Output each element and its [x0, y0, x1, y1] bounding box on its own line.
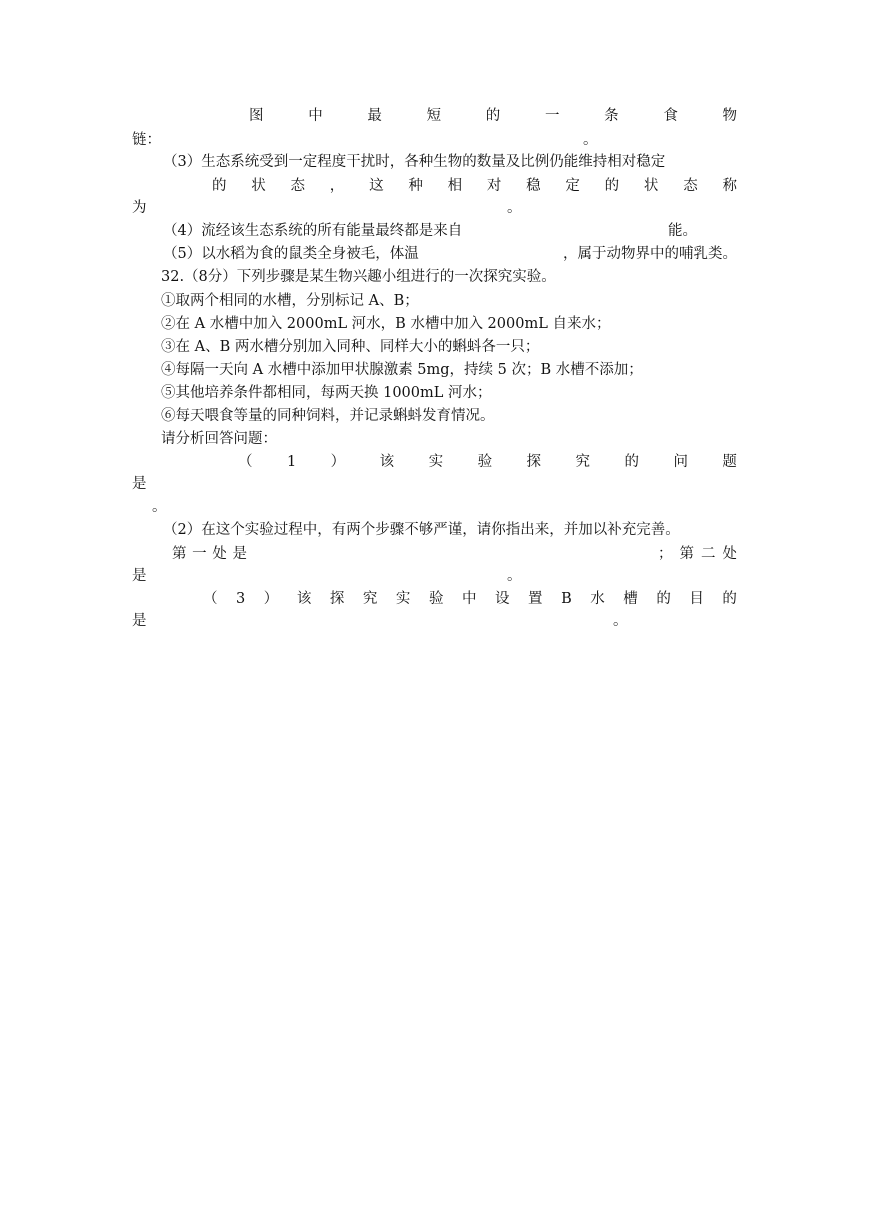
spread-char: 的 — [656, 591, 671, 607]
q4-energy-end: 能。 — [668, 223, 697, 239]
spread-char: 态 — [683, 178, 698, 194]
q32-prompt: 请分析回答问题： — [161, 431, 277, 447]
spread-char: 一 — [544, 108, 560, 124]
spread-char: 二 — [701, 546, 716, 562]
spread-char: 最 — [367, 108, 382, 124]
spread-char: 短 — [426, 108, 442, 124]
spread-char: 称 — [722, 178, 737, 194]
spread-char: 问 — [673, 454, 688, 470]
spread-char: 该 — [379, 454, 395, 470]
sub1-end: 。 — [152, 499, 167, 515]
spread-char: 1 — [286, 454, 297, 470]
spread-char: 状 — [251, 178, 266, 194]
food-chain-spread-line — [249, 106, 737, 126]
spread-char: 状 — [643, 178, 659, 194]
spread-char: 槽 — [623, 591, 638, 607]
spread-char: 置 — [528, 591, 543, 607]
spread-char: （ — [203, 591, 218, 607]
spread-char: 对 — [486, 178, 502, 194]
spread-char: 处 — [722, 546, 737, 562]
spread-char: 一 — [192, 546, 207, 562]
spread-char: 探 — [329, 591, 345, 607]
spread-char: ； — [658, 546, 673, 562]
q3-eco-lead: 为 — [132, 200, 147, 216]
spread-char: 的 — [485, 108, 501, 124]
spread-char: ） — [330, 454, 346, 470]
q32-title: 32.（8分）下列步骤是某生物兴趣小组进行的一次探究实验。 — [161, 269, 556, 285]
q3-eco-line1: （3）生态系统受到一定程度干扰时，各种生物的数量及比例仍能维持相对稳定 — [163, 154, 666, 170]
spread-char: 第 — [172, 546, 187, 562]
q3-eco-end: 。 — [507, 200, 522, 216]
spread-char: 的 — [624, 454, 639, 470]
sub2-first-label — [172, 544, 247, 564]
spread-char: 态 — [290, 178, 306, 194]
sub2-second-label — [658, 544, 737, 564]
spread-char: 探 — [526, 454, 542, 470]
q32-step: ③在 A、B 两水槽分别加入同种、同样大小的蝌蚪各一只； — [161, 339, 540, 355]
spread-char: ） — [263, 591, 279, 607]
q32-step: ⑥每天喂食等量的同种饲料，并记录蝌蚪发育情况。 — [161, 408, 495, 424]
spread-char: 验 — [428, 591, 444, 607]
spread-char: 实 — [395, 591, 411, 607]
q32-step: ⑤其他培养条件都相同，每两天换 1000mL 河水； — [161, 385, 492, 401]
q32-step: ②在 A 水槽中加入 2000mL 河水，B 水槽中加入 2000mL 自来水； — [161, 316, 611, 332]
spread-char: 究 — [362, 591, 378, 607]
spread-char: 题 — [722, 454, 737, 470]
sub3-lead: 是 — [132, 613, 147, 629]
q32-step: ④每隔一天向 A 水槽中添加甲状腺激素 5mg，持续 5 次；B 水槽不添加； — [161, 362, 643, 378]
spread-char: 图 — [249, 108, 264, 124]
spread-char: 中 — [308, 108, 323, 124]
spread-char: 的 — [722, 591, 737, 607]
sub2-end: 。 — [507, 568, 522, 584]
q5-rat-end: ，属于动物界中的哺乳类。 — [563, 246, 737, 262]
spread-char: （ — [238, 454, 253, 470]
spread-char: ， — [329, 178, 345, 194]
spread-char: 实 — [428, 454, 444, 470]
sub3-end: 。 — [613, 613, 628, 629]
spread-char: 水 — [590, 591, 605, 607]
q5-rat-text: （5）以水稻为食的鼠类全身被毛，体温 — [163, 246, 419, 262]
spread-char: 相 — [447, 178, 463, 194]
q3-eco-spread-line — [212, 176, 737, 196]
spread-char: 该 — [296, 591, 312, 607]
food-chain-lead: 链： — [132, 132, 161, 148]
spread-char: 是 — [232, 546, 247, 562]
sub1-spread-line — [238, 452, 737, 472]
spread-char: B — [561, 591, 572, 607]
q4-energy-text: （4）流经该生态系统的所有能量最终都是来自 — [163, 223, 463, 239]
spread-char: 究 — [575, 454, 591, 470]
spread-char: 第 — [679, 546, 694, 562]
spread-char: 的 — [212, 178, 227, 194]
spread-char: 目 — [689, 591, 704, 607]
spread-char: 验 — [477, 454, 493, 470]
spread-char: 稳 — [526, 178, 541, 194]
spread-char: 物 — [722, 108, 737, 124]
q32-step: ①取两个相同的水槽，分别标记 A、B； — [161, 293, 419, 309]
spread-char: 定 — [565, 178, 580, 194]
sub2-lead: 是 — [132, 568, 147, 584]
sub3-spread-line — [203, 589, 737, 609]
spread-char: 这 — [369, 178, 384, 194]
spread-char: 设 — [495, 591, 510, 607]
spread-char: 中 — [461, 591, 477, 607]
sub2-text: （2）在这个实验过程中，有两个步骤不够严谨，请你指出来，并加以补充完善。 — [163, 522, 680, 538]
spread-char: 食 — [663, 108, 678, 124]
spread-char: 条 — [604, 108, 619, 124]
spread-char: 的 — [604, 178, 620, 194]
food-chain-end: 。 — [583, 132, 598, 148]
sub1-lead: 是 — [132, 476, 147, 492]
spread-char: 种 — [408, 178, 423, 194]
spread-char: 3 — [236, 591, 246, 607]
spread-char: 处 — [212, 546, 227, 562]
